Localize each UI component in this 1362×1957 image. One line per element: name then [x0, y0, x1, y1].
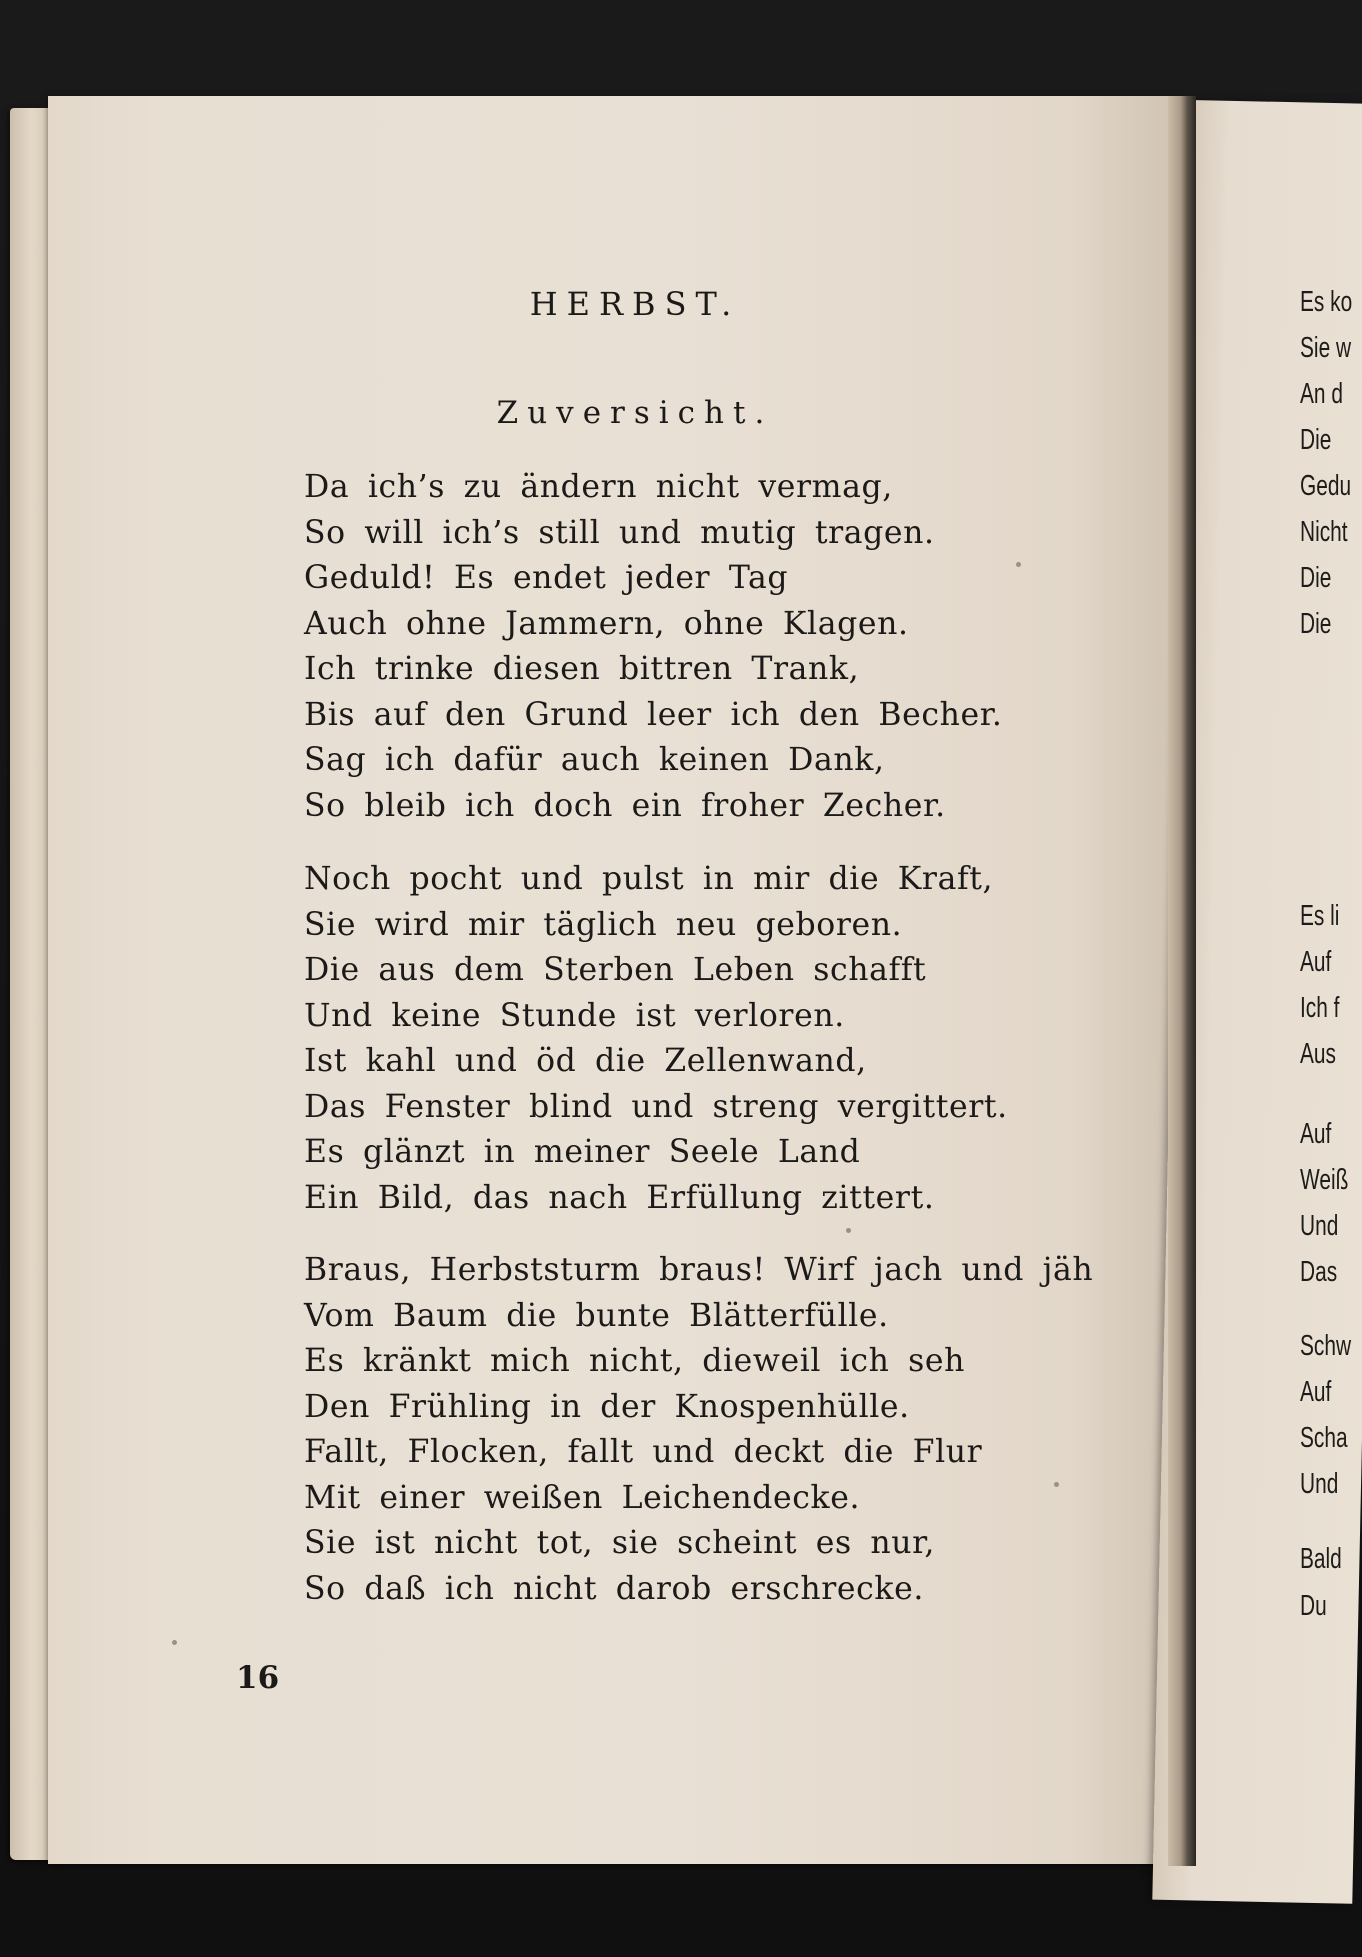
paper-speck — [172, 1640, 177, 1645]
poem-line: Es glänzt in meiner Seele Land — [304, 1134, 861, 1170]
poem-line: Ein Bild, das nach Erfüllung zittert. — [304, 1179, 935, 1216]
poem-line: Die aus dem Sterben Leben schafft — [304, 952, 927, 988]
paper-speck — [846, 1228, 851, 1233]
poem-line: Vom Baum die bunte Blätterfülle. — [304, 1297, 889, 1334]
section-title: HERBST. — [529, 285, 741, 323]
right-page-fragment: An d — [1300, 378, 1343, 410]
right-page-fragment: Du — [1300, 1590, 1327, 1622]
right-page-fragment: Die — [1300, 424, 1332, 456]
poem-line: Sie wird mir täglich neu geboren. — [304, 906, 903, 943]
poem-line: Braus, Herbststurm braus! Wirf jach und jäh — [304, 1252, 1094, 1288]
right-page-fragment: Und — [1300, 1468, 1339, 1500]
book-gutter — [1168, 96, 1196, 1866]
right-page-fragment: Bald — [1300, 1543, 1342, 1575]
poem-line: Geduld! Es endet jeder Tag — [304, 560, 789, 596]
right-page-fragment: Das — [1300, 1256, 1338, 1288]
stanza-3 — [304, 1248, 1093, 1612]
stanza-1 — [304, 465, 1003, 829]
poem-line: So bleib ich doch ein froher Zecher. — [304, 787, 946, 824]
poem-line: Sie ist nicht tot, sie scheint es nur, — [304, 1525, 935, 1561]
poem-line: Ist kahl und öd die Zellenwand, — [304, 1043, 867, 1079]
right-page-fragment: Gedu — [1300, 470, 1352, 502]
poem-line: So will ich’s still und mutig tragen. — [304, 514, 935, 551]
right-page-fragment: Ich f — [1300, 992, 1340, 1024]
poem-line: Und keine Stunde ist verloren. — [304, 997, 845, 1034]
right-page-fragment: Scha — [1300, 1422, 1348, 1454]
poem-line: Bis auf den Grund leer ich den Becher. — [304, 696, 1003, 733]
right-page-fragment: Es ko — [1300, 286, 1353, 318]
poem-line: Ich trinke diesen bittren Trank, — [304, 651, 860, 687]
poem-line: Da ich’s zu ändern nicht vermag, — [304, 469, 893, 505]
poem-line: Es kränkt mich nicht, dieweil ich seh — [304, 1343, 965, 1379]
poem-line: Mit einer weißen Leichendecke. — [304, 1479, 861, 1516]
paper-speck — [1016, 562, 1021, 567]
right-page-fragment: Die — [1300, 562, 1332, 594]
paper-speck — [1054, 1482, 1059, 1487]
stanza-2 — [304, 857, 1008, 1221]
right-page-fragment: Sie w — [1300, 332, 1352, 364]
right-page-fragment: Es li — [1300, 900, 1340, 932]
poem-line: Fallt, Flocken, fallt und deckt die Flur — [304, 1434, 983, 1470]
right-page-text-fragments — [1300, 0, 1362, 1957]
right-page-fragment: Nicht — [1300, 516, 1348, 548]
poem-line: Das Fenster blind und streng vergittert. — [304, 1088, 1008, 1125]
poem-line: Den Frühling in der Knospenhülle. — [304, 1388, 910, 1425]
right-page-fragment: Auf — [1300, 1118, 1332, 1150]
right-page-fragment: Die — [1300, 608, 1332, 640]
right-page-fragment: Weiß — [1300, 1164, 1349, 1196]
page-number: 16 — [236, 1660, 280, 1696]
right-page-fragment: Und — [1300, 1210, 1339, 1242]
poem-line: Noch pocht und pulst in mir die Kraft, — [304, 861, 994, 897]
poem-line: Auch ohne Jammern, ohne Klagen. — [304, 605, 909, 642]
right-page-fragment: Schw — [1300, 1330, 1352, 1362]
poem-title: Zuversicht. — [496, 395, 774, 431]
right-page-fragment: Aus — [1300, 1038, 1336, 1070]
poem-line: Sag ich dafür auch keinen Dank, — [304, 742, 885, 778]
right-page-fragment: Auf — [1300, 946, 1332, 978]
right-page-fragment: Auf — [1300, 1376, 1332, 1408]
poem-line: So daß ich nicht darob erschrecke. — [304, 1570, 924, 1607]
